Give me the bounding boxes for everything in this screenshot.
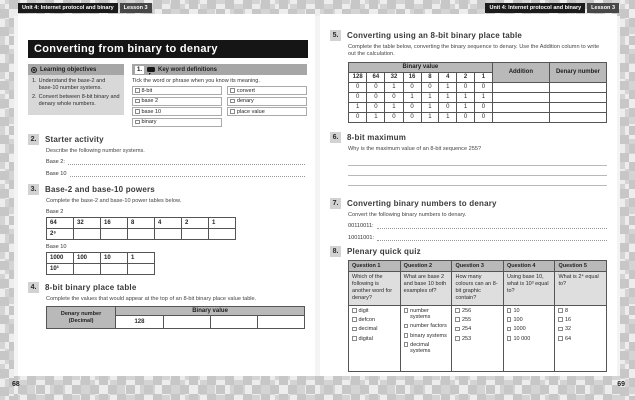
quiz-option bbox=[404, 342, 449, 355]
unit-tag-right bbox=[485, 3, 619, 13]
blank-cell[interactable] bbox=[155, 229, 182, 240]
table-row bbox=[349, 102, 607, 112]
keyword-cell bbox=[132, 118, 222, 127]
option-checkbox[interactable] bbox=[352, 327, 357, 332]
place-value: 64 bbox=[367, 72, 385, 82]
section-heading: Base-2 and base-10 powers bbox=[45, 184, 155, 194]
quiz-option bbox=[455, 326, 500, 332]
section-converting-table bbox=[320, 30, 617, 123]
binary-digit: 0 bbox=[403, 112, 421, 122]
section-instruction: Complete the base-2 and base-10 power tables below. bbox=[46, 197, 182, 204]
section-heading: 8-bit maximum bbox=[347, 132, 407, 142]
binary-digit: 1 bbox=[385, 102, 403, 112]
speech-bubble-icon bbox=[147, 67, 155, 72]
option-label: number systems bbox=[410, 307, 431, 320]
option-label: 1000 bbox=[513, 326, 526, 333]
answer-line[interactable] bbox=[377, 222, 607, 229]
section-number-badge: 4. bbox=[28, 282, 39, 293]
place-value: 16 bbox=[403, 72, 421, 82]
option-label: 64 bbox=[564, 335, 572, 342]
section-heading: 8-bit binary place table bbox=[45, 283, 137, 293]
binary-digit: 1 bbox=[421, 102, 439, 112]
binary-digit: 0 bbox=[474, 102, 492, 112]
keyword-column-1 bbox=[132, 86, 222, 127]
keyword-cell bbox=[227, 107, 307, 116]
keyword-cell bbox=[227, 86, 307, 95]
blank-cell[interactable] bbox=[210, 316, 257, 329]
blank-cell[interactable] bbox=[128, 264, 155, 275]
binary-digit: 0 bbox=[439, 102, 457, 112]
right-page bbox=[320, 14, 617, 376]
option-label: defcon bbox=[358, 316, 376, 323]
quiz-question-text: What are base 2 and base 10 both examples of? bbox=[400, 272, 452, 306]
binary-number-label: 10011001: bbox=[348, 235, 375, 242]
place-value: 1 bbox=[474, 72, 492, 82]
keyword-cell bbox=[132, 107, 222, 116]
addition-cell[interactable] bbox=[492, 92, 549, 102]
learning-objective bbox=[32, 78, 120, 92]
binary-digit: 0 bbox=[349, 82, 367, 92]
pixel-pattern-right bbox=[620, 0, 635, 400]
option-checkbox[interactable] bbox=[455, 317, 460, 322]
objective-text: Understand the base-2 and base-10 number systems. bbox=[38, 78, 106, 92]
binary-number-label: 00110011: bbox=[348, 223, 374, 230]
quiz-option bbox=[507, 336, 552, 342]
quiz-table bbox=[348, 260, 607, 372]
key-words-instruction: Tick the word or phrase when you know its meaning. bbox=[132, 78, 260, 84]
section-number-badge: 8. bbox=[330, 246, 341, 257]
keyword-checkbox[interactable] bbox=[230, 88, 235, 93]
quiz-question-header: Question 1 bbox=[349, 261, 401, 272]
binary-digit: 1 bbox=[457, 102, 475, 112]
blank-cell[interactable] bbox=[163, 316, 210, 329]
keyword-label: base 10 bbox=[141, 108, 162, 115]
objective-number: 1. bbox=[32, 78, 37, 84]
option-label: 8 bbox=[564, 307, 569, 314]
keyword-label: 8-bit bbox=[141, 87, 153, 94]
answer-label: Base 2: bbox=[46, 158, 65, 165]
binary-digit: 1 bbox=[385, 82, 403, 92]
blank-cell[interactable] bbox=[101, 229, 128, 240]
binary-digit: 0 bbox=[367, 82, 385, 92]
addition-cell[interactable] bbox=[492, 102, 549, 112]
place-value: 100 bbox=[74, 253, 101, 264]
place-value: 128 bbox=[349, 72, 367, 82]
learning-objectives-header bbox=[28, 64, 124, 75]
section-number-badge: 6. bbox=[330, 132, 341, 143]
option-checkbox[interactable] bbox=[558, 327, 563, 332]
left-page bbox=[18, 14, 315, 376]
option-label: digital bbox=[358, 335, 373, 342]
option-label: 10 000 bbox=[513, 335, 531, 342]
option-label: 253 bbox=[461, 335, 472, 342]
option-checkbox[interactable] bbox=[352, 308, 357, 313]
section-heading: Starter activity bbox=[45, 134, 104, 144]
section-place-table bbox=[18, 282, 315, 329]
denary-cell[interactable] bbox=[549, 82, 606, 92]
option-label: decimal systems bbox=[410, 341, 431, 355]
keyword-label: denary bbox=[236, 98, 254, 104]
section-number-badge: 2. bbox=[28, 134, 39, 145]
learning-objectives-box bbox=[28, 64, 124, 115]
keyword-label: convert bbox=[236, 87, 255, 94]
key-word-definitions-title: Key word definitions bbox=[158, 66, 218, 73]
option-label: 16 bbox=[564, 316, 572, 323]
keyword-checkbox[interactable] bbox=[230, 99, 235, 104]
option-label: digit bbox=[358, 307, 369, 314]
section-maximum bbox=[320, 132, 617, 186]
section-heading: Converting using an 8-bit binary place table bbox=[347, 31, 523, 40]
quiz-options-cell bbox=[400, 305, 452, 371]
keyword-checkbox[interactable] bbox=[135, 120, 140, 125]
denary-cell[interactable] bbox=[549, 112, 606, 122]
answer-line[interactable] bbox=[348, 156, 607, 166]
place-value: 32 bbox=[385, 72, 403, 82]
objective-number: 2. bbox=[32, 94, 37, 101]
quiz-question-header: Question 3 bbox=[452, 261, 504, 272]
quiz-option bbox=[455, 308, 500, 314]
addition-cell[interactable] bbox=[492, 82, 549, 92]
blank-cell[interactable] bbox=[74, 264, 101, 275]
place-value: 1 bbox=[209, 218, 236, 229]
binary-digit: 1 bbox=[439, 92, 457, 102]
quiz-option bbox=[455, 317, 500, 323]
place-value: 16 bbox=[101, 218, 128, 229]
keyword-label: binary bbox=[141, 119, 157, 125]
binary-digit: 1 bbox=[474, 92, 492, 102]
binary-value-header: Binary value bbox=[349, 62, 493, 72]
denary-row-header bbox=[47, 307, 116, 329]
unit-tag-left bbox=[18, 3, 152, 13]
quiz-option bbox=[558, 317, 603, 323]
quiz-option bbox=[558, 326, 603, 332]
option-label: 10 bbox=[513, 307, 520, 314]
answer-line[interactable] bbox=[70, 170, 305, 177]
table-row bbox=[349, 92, 607, 102]
option-checkbox[interactable] bbox=[507, 308, 512, 313]
binary-digit: 0 bbox=[403, 102, 421, 112]
row-header-line1: Denary number bbox=[60, 310, 102, 317]
binary-digit: 0 bbox=[421, 82, 439, 92]
quiz-question-text: Using base 10, what is 10³ equal to? bbox=[503, 272, 555, 306]
answer-line[interactable] bbox=[348, 176, 607, 186]
power-notation: 10³ bbox=[47, 264, 74, 275]
option-label: 32 bbox=[564, 326, 572, 333]
place-value: 2 bbox=[182, 218, 209, 229]
place-value: 2 bbox=[457, 72, 475, 82]
place-value: 32 bbox=[74, 218, 101, 229]
denary-cell[interactable] bbox=[549, 92, 606, 102]
binary-digit: 0 bbox=[457, 112, 475, 122]
keyword-cell bbox=[132, 97, 222, 106]
option-label: decimal bbox=[358, 326, 378, 333]
quiz-option bbox=[404, 333, 449, 339]
unit-label: Unit 4: Internet protocol and binary bbox=[485, 3, 585, 13]
page-number-left: 68 bbox=[12, 381, 20, 388]
table-row bbox=[349, 112, 607, 122]
quiz-option bbox=[558, 336, 603, 342]
blank-cell[interactable] bbox=[101, 264, 128, 275]
place-value: 8 bbox=[421, 72, 439, 82]
base10-power-table bbox=[46, 252, 155, 275]
base2-table-label: Base 2 bbox=[46, 209, 64, 216]
learning-objective bbox=[32, 94, 120, 108]
addition-header: Addition bbox=[492, 62, 549, 82]
answer-line[interactable] bbox=[348, 166, 607, 176]
section-instruction: Convert the following binary numbers to denary. bbox=[348, 211, 467, 218]
quiz-option bbox=[558, 308, 603, 314]
keyword-cell bbox=[132, 86, 222, 95]
keyword-label: place value bbox=[236, 108, 265, 115]
option-label: 254 bbox=[461, 326, 472, 333]
place-value: 1000 bbox=[47, 253, 74, 264]
place-value: 1 bbox=[128, 253, 155, 264]
key-word-definitions-box bbox=[132, 64, 307, 127]
unit-label: Unit 4: Internet protocol and binary bbox=[18, 3, 118, 13]
binary-digit: 0 bbox=[349, 112, 367, 122]
section-heading: Converting binary numbers to denary bbox=[347, 198, 497, 208]
quiz-options-cell bbox=[503, 305, 555, 371]
answer-line[interactable] bbox=[377, 234, 607, 241]
quiz-question-text: Which of the following is another word for denary? bbox=[349, 272, 401, 306]
option-checkbox[interactable] bbox=[507, 336, 512, 341]
binary-digit: 1 bbox=[457, 92, 475, 102]
denary-number-header: Denary number bbox=[549, 62, 606, 82]
table-row bbox=[349, 82, 607, 92]
place-value: 4 bbox=[439, 72, 457, 82]
quiz-option bbox=[507, 308, 552, 314]
section-powers bbox=[18, 184, 315, 275]
target-icon bbox=[31, 67, 37, 73]
page-title: Converting from binary to denary bbox=[28, 40, 308, 58]
quiz-option bbox=[455, 336, 500, 342]
option-label: 256 bbox=[461, 307, 472, 314]
quiz-question-text: How many colours can an 8-bit graphic contain? bbox=[452, 272, 504, 306]
option-checkbox[interactable] bbox=[352, 336, 357, 341]
quiz-option bbox=[352, 317, 397, 323]
quiz-option bbox=[404, 308, 449, 321]
option-checkbox[interactable] bbox=[404, 308, 409, 313]
binary-digit: 0 bbox=[457, 82, 475, 92]
option-checkbox[interactable] bbox=[455, 327, 460, 332]
binary-digit: 1 bbox=[439, 82, 457, 92]
binary-place-table bbox=[46, 306, 305, 329]
option-checkbox[interactable] bbox=[352, 317, 357, 322]
keyword-checkbox[interactable] bbox=[230, 109, 235, 114]
section-convert-numbers bbox=[320, 198, 617, 241]
base10-table-label: Base 10 bbox=[46, 244, 67, 251]
lesson-label: Lesson 3 bbox=[120, 3, 152, 13]
quiz-option bbox=[352, 308, 397, 314]
key-word-definitions-header bbox=[132, 64, 307, 75]
keyword-checkbox[interactable] bbox=[135, 99, 140, 104]
blank-cell[interactable] bbox=[128, 229, 155, 240]
quiz-option bbox=[507, 326, 552, 332]
section-instruction: Complete the values that would appear at the top of an 8-bit binary place value table. bbox=[46, 296, 257, 303]
option-checkbox[interactable] bbox=[507, 327, 512, 332]
row-header-line2: (Decimal) bbox=[68, 317, 94, 324]
quiz-options-cell bbox=[349, 305, 401, 371]
binary-digit: 0 bbox=[474, 82, 492, 92]
option-checkbox[interactable] bbox=[558, 317, 563, 322]
blank-cell[interactable] bbox=[209, 229, 236, 240]
pixel-pattern-left bbox=[0, 0, 14, 400]
option-checkbox[interactable] bbox=[558, 336, 563, 341]
binary-digit: 0 bbox=[403, 82, 421, 92]
binary-digit: 1 bbox=[403, 92, 421, 102]
objective-text: Convert between 8-bit binary and denary whole numbers. bbox=[38, 94, 120, 108]
quiz-option bbox=[404, 323, 449, 329]
keyword-cell bbox=[227, 97, 307, 106]
pixel-pattern-bottom bbox=[0, 376, 635, 400]
base2-power-table bbox=[46, 217, 236, 240]
binary-digit: 0 bbox=[474, 112, 492, 122]
answer-line[interactable] bbox=[68, 158, 305, 165]
learning-objectives-list bbox=[28, 75, 124, 115]
option-checkbox[interactable] bbox=[507, 317, 512, 322]
binary-digit: 0 bbox=[367, 92, 385, 102]
section-number-badge: 7. bbox=[330, 198, 341, 209]
keyword-checkbox[interactable] bbox=[135, 109, 140, 114]
section-heading: Plenary quick quiz bbox=[347, 247, 421, 257]
option-checkbox[interactable] bbox=[455, 308, 460, 313]
place-value: 64 bbox=[47, 218, 74, 229]
binary-digit: 0 bbox=[385, 92, 403, 102]
quiz-options-cell bbox=[555, 305, 607, 371]
binary-digit: 0 bbox=[349, 92, 367, 102]
quiz-options-cell bbox=[452, 305, 504, 371]
denary-cell[interactable] bbox=[549, 102, 606, 112]
addition-cell[interactable] bbox=[492, 112, 549, 122]
power-notation: 2⁶ bbox=[47, 229, 74, 240]
blank-cell[interactable] bbox=[182, 229, 209, 240]
page-number-right: 69 bbox=[617, 381, 625, 388]
option-checkbox[interactable] bbox=[404, 324, 409, 329]
answer-label: Base 10 bbox=[46, 170, 67, 177]
binary-digit: 1 bbox=[367, 112, 385, 122]
binary-digit: 0 bbox=[367, 102, 385, 112]
option-label: binary systems bbox=[410, 332, 447, 339]
option-label: number factors bbox=[410, 323, 447, 330]
place-value: 8 bbox=[128, 218, 155, 229]
quiz-option bbox=[507, 317, 552, 323]
option-checkbox[interactable] bbox=[404, 342, 409, 347]
quiz-option bbox=[352, 336, 397, 342]
quiz-question-header: Question 5 bbox=[555, 261, 607, 272]
quiz-question-text: What is 2⁴ equal to? bbox=[555, 272, 607, 306]
quiz-option bbox=[352, 326, 397, 332]
option-label: 255 bbox=[461, 316, 472, 323]
binary-value-header: Binary value bbox=[116, 307, 305, 316]
section-question: Why is the maximum value of an 8-bit sequence 255? bbox=[348, 145, 482, 152]
place-value-cell: 128 bbox=[116, 316, 164, 329]
binary-digit: 1 bbox=[421, 112, 439, 122]
lesson-label: Lesson 3 bbox=[587, 3, 619, 13]
blank-cell[interactable] bbox=[74, 229, 101, 240]
binary-digit: 1 bbox=[421, 92, 439, 102]
section-number-badge: 3. bbox=[28, 184, 39, 195]
section-quiz bbox=[320, 246, 617, 372]
binary-digit: 1 bbox=[439, 112, 457, 122]
option-checkbox[interactable] bbox=[404, 333, 409, 338]
quiz-question-header: Question 2 bbox=[400, 261, 452, 272]
section-instruction: Complete the table below, converting the binary sequence to denary. Use the Addition column to write out the calculation. bbox=[348, 44, 600, 58]
option-checkbox[interactable] bbox=[558, 308, 563, 313]
option-label: 100 bbox=[513, 316, 523, 323]
place-value: 4 bbox=[155, 218, 182, 229]
conversion-table bbox=[348, 62, 607, 123]
option-checkbox[interactable] bbox=[455, 336, 460, 341]
keyword-column-2 bbox=[227, 86, 307, 127]
section-starter-activity bbox=[18, 134, 315, 177]
section-number-badge: 5. bbox=[330, 30, 341, 41]
binary-digit: 1 bbox=[349, 102, 367, 112]
place-value: 10 bbox=[101, 253, 128, 264]
learning-objectives-title: Learning objectives bbox=[40, 66, 97, 73]
keyword-label: base 2 bbox=[141, 98, 159, 104]
quiz-question-header: Question 4 bbox=[503, 261, 555, 272]
section-instruction: Describe the following number systems. bbox=[46, 147, 145, 154]
keyword-checkbox[interactable] bbox=[135, 88, 140, 93]
blank-cell[interactable] bbox=[257, 316, 304, 329]
section-number-badge: 1. bbox=[136, 66, 142, 73]
binary-digit: 0 bbox=[385, 112, 403, 122]
